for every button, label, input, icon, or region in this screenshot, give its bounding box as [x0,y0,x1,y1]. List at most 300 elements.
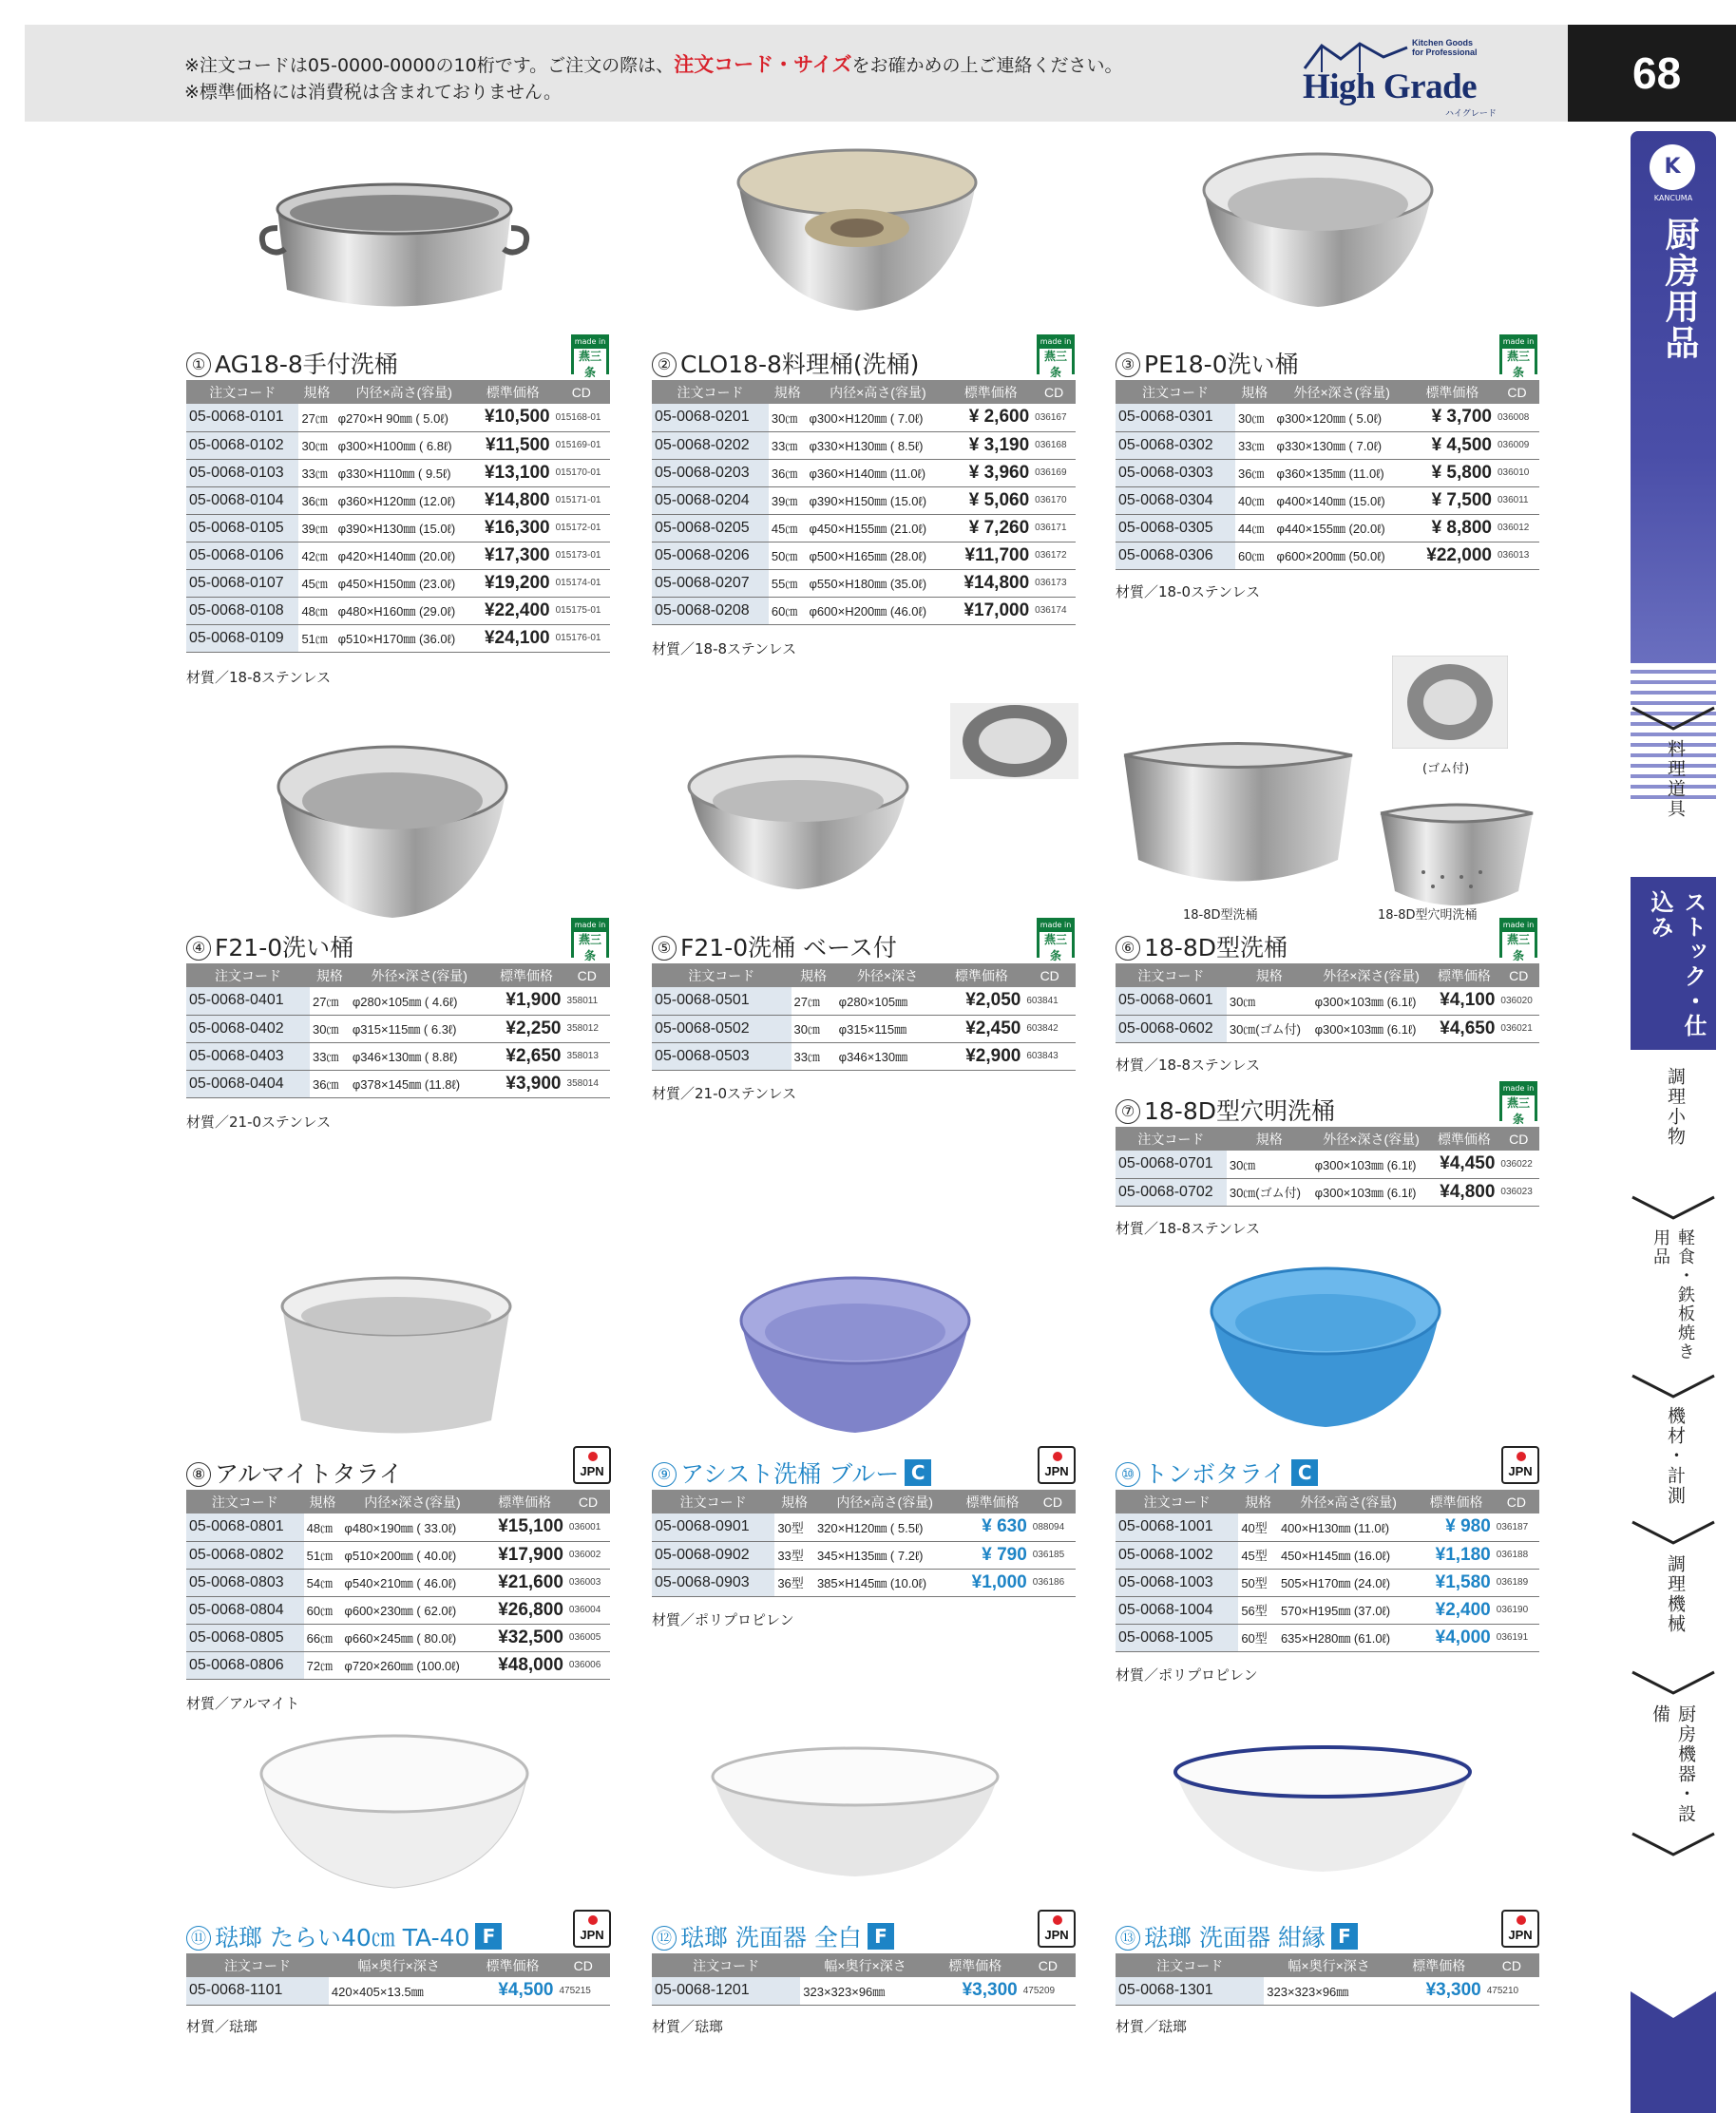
order-notes [184,51,1123,105]
table-row [186,1624,610,1651]
cd-cell: 036189 [1494,1569,1539,1596]
order-code-cell: 05-0068-0301 [1116,404,1235,431]
cd-cell: 036006 [566,1651,610,1679]
table-row [1116,404,1539,431]
material-note: 材質／21-0ステンレス [186,1114,332,1131]
cd-cell: 358013 [564,1042,610,1070]
spec-cell: 635×H280㎜ (61.0ℓ) [1278,1624,1419,1651]
spec-cell: 323×323×96㎜ [800,1977,930,2005]
price-cell: ¥ 5,060 [949,486,1032,514]
column-header: CD [1498,1127,1539,1151]
table-row [186,597,610,624]
column-header: 注文コード [1116,963,1227,987]
spec-cell: φ510×H170㎜ (36.0ℓ) [335,624,473,652]
sidebar-item-light-meal[interactable]: 軽食・鉄板焼き用品 [1650,1228,1695,1361]
spec-cell: φ360×H120㎜ (12.0ℓ) [335,486,473,514]
price-cell: ¥3,300 [930,1977,1021,2005]
product-title: ④ F21-0洗い桶 [186,929,353,963]
order-code-cell: 05-0068-1301 [1116,1977,1264,2005]
order-code-cell: 05-0068-0901 [652,1513,774,1541]
table-row [652,486,1076,514]
table-row [186,1541,610,1569]
column-header: 注文コード [186,380,298,404]
price-cell: ¥4,650 [1430,1015,1498,1042]
column-header: 規格 [1227,1127,1312,1151]
price-cell: ¥ 4,500 [1410,431,1495,459]
spec-cell: 60㎝ [304,1596,342,1624]
column-header: 内径×深さ(容量) [341,1490,483,1513]
cd-cell: 036021 [1498,1015,1539,1042]
price-cell: ¥4,000 [1419,1624,1494,1651]
column-header: 幅×奥行×深さ [329,1953,469,1977]
table-row [652,987,1076,1015]
cd-cell: 015168-01 [553,404,610,431]
cd-cell: 036185 [1030,1541,1076,1569]
rubber-foot-image [1392,656,1508,749]
spec-cell: 45㎝ [769,514,807,542]
cd-cell: 036013 [1495,542,1539,569]
table-row [186,404,610,431]
order-code-cell: 05-0068-0403 [186,1042,310,1070]
price-cell: ¥48,000 [484,1651,566,1679]
product-title: ⑥ 18-8D型洗桶 [1116,929,1288,963]
table-row [186,431,610,459]
sidebar-item-kitchen-equipment[interactable]: 厨房機器・設備 [1650,1704,1696,1824]
order-code-cell: 05-0068-0503 [652,1042,792,1070]
table-header-row [186,1490,610,1513]
material-note: 材質／琺瑯 [1116,2018,1188,2035]
chevron-down-icon [1631,1520,1716,1549]
table-header-row [1116,1127,1539,1151]
spec-cell: 72㎝ [304,1651,342,1679]
material-note: 材質／18-8ステンレス [186,669,332,686]
column-header: 規格 [298,380,334,404]
sidebar-main-category[interactable]: 厨房用品 [1660,217,1699,361]
order-code-cell: 05-0068-0502 [652,1015,792,1042]
cd-cell: 036022 [1498,1151,1539,1178]
cd-cell: 015170-01 [553,459,610,486]
spec-cell: 36㎝ [1235,459,1274,486]
price-cell: ¥17,300 [473,542,553,569]
column-header: 注文コード [1116,1953,1264,1977]
jpn-badge: JPN [1501,1910,1539,1948]
c-badge: C [1291,1459,1318,1486]
order-code-cell: 05-0068-0106 [186,542,298,569]
spec-cell: 39㎝ [298,514,334,542]
table-row [186,1042,610,1070]
product-title: ③ PE18-0洗い桶 [1116,346,1299,380]
price-cell: ¥2,450 [939,1015,1023,1042]
made-in-tsubame-badge: made in 燕三条 [571,918,609,958]
spec-cell: 50型 [1238,1569,1278,1596]
spec-cell: 27㎝ [792,987,836,1015]
order-code-cell: 05-0068-0902 [652,1541,774,1569]
table-row [186,514,610,542]
price-cell: ¥ 2,600 [949,404,1032,431]
table-row [1116,459,1539,486]
table-header-row [1116,963,1539,987]
spec-cell: 30㎝ [769,404,807,431]
spec-cell: φ330×H110㎜ ( 9.5ℓ) [335,459,473,486]
material-note: 材質／18-8ステンレス [1116,1220,1261,1237]
table-row [186,486,610,514]
spec-cell: 60㎝ [1235,542,1274,569]
table-row [1116,1015,1539,1042]
order-code-cell: 05-0068-0801 [186,1513,304,1541]
table-row [652,597,1076,624]
table-row [186,1596,610,1624]
table-row [1116,1178,1539,1206]
spec-cell: 33型 [774,1541,814,1569]
spec-cell: φ450×H150㎜ (23.0ℓ) [335,569,473,597]
cd-cell: 015172-01 [553,514,610,542]
order-code-cell: 05-0068-0303 [1116,459,1235,486]
price-cell: ¥2,400 [1419,1596,1494,1624]
spec-cell: 36型 [774,1569,814,1596]
material-note: 材質／ポリプロピレン [1116,1666,1258,1684]
jpn-badge: JPN [1038,1446,1076,1484]
order-code-cell: 05-0068-1005 [1116,1624,1238,1651]
spec-cell: 51㎝ [304,1541,342,1569]
spec-cell: 570×H195㎜ (37.0ℓ) [1278,1596,1419,1624]
table-row [1116,1513,1539,1541]
column-header: 注文コード [652,1953,800,1977]
column-header: CD [1030,1490,1076,1513]
table-header-row [652,1953,1076,1977]
order-code-cell: 05-0068-0305 [1116,514,1235,542]
table-row [186,459,610,486]
spec-cell: 33㎝ [310,1042,350,1070]
spec-cell: φ400×140㎜ (15.0ℓ) [1274,486,1410,514]
column-header: CD [1498,963,1539,987]
order-code-cell: 05-0068-0805 [186,1624,304,1651]
material-note: 材質／琺瑯 [652,2018,724,2035]
column-header: CD [556,1953,610,1977]
column-header: 標準価格 [1410,380,1495,404]
column-header: 注文コード [1116,1127,1227,1151]
price-cell: ¥ 5,800 [1410,459,1495,486]
column-header: 標準価格 [939,963,1023,987]
product-title: ⑨ アシスト洗桶 ブルー C [652,1456,931,1490]
column-header: CD [1023,963,1076,987]
logo-tagline: Kitchen Goods for Professional [1412,38,1478,57]
product-image-12 [708,1743,1002,1881]
made-in-tsubame-badge: made in 燕三条 [571,334,609,374]
price-cell: ¥2,900 [939,1042,1023,1070]
f-badge: F [868,1923,894,1950]
table-row [1116,542,1539,569]
spec-cell: 30㎝(ゴム付) [1227,1178,1312,1206]
spec-cell: 505×H170㎜ (24.0ℓ) [1278,1569,1419,1596]
table-row [652,542,1076,569]
cd-cell: 015174-01 [553,569,610,597]
price-cell: ¥4,800 [1430,1178,1498,1206]
order-code-cell: 05-0068-0204 [652,486,769,514]
table-row [1116,987,1539,1015]
column-header: 外径×深さ(容量) [350,963,489,987]
sidebar-item-equipment[interactable]: 機材・計測 [1665,1406,1686,1506]
cd-cell: 036167 [1032,404,1076,431]
price-cell: ¥ 790 [955,1541,1030,1569]
table-row [1116,1596,1539,1624]
column-header: 標準価格 [1419,1490,1494,1513]
price-cell: ¥ 3,960 [949,459,1032,486]
spec-cell: 45型 [1238,1541,1278,1569]
spec-cell: 420×405×13.5㎜ [329,1977,469,2005]
cd-cell: 036010 [1495,459,1539,486]
spec-cell: 345×H135㎜ ( 7.2ℓ) [814,1541,955,1569]
jpn-badge: JPN [1501,1446,1539,1484]
made-in-tsubame-badge: made in 燕三条 [1499,334,1537,374]
column-header: 注文コード [652,380,769,404]
product-title: ⑬ 琺瑯 洗面器 紺縁 F [1116,1919,1358,1953]
table-row [1116,1151,1539,1178]
c-badge: C [905,1459,931,1486]
note-text: ※注文コードは05-0000-0000の10桁です。ご注文の際は、 [184,55,675,76]
price-cell: ¥4,450 [1430,1151,1498,1178]
spec-cell: 30㎝ [1227,987,1312,1015]
product-title: ② CLO18-8料理桶(洗桶) [652,346,919,380]
order-code-cell: 05-0068-0105 [186,514,298,542]
cd-cell: 475209 [1021,1977,1076,2005]
order-code-cell: 05-0068-0206 [652,542,769,569]
table-row [1116,514,1539,542]
order-code-cell: 05-0068-0102 [186,431,298,459]
price-cell: ¥ 3,700 [1410,404,1495,431]
table-row [186,987,610,1015]
column-header: 標準価格 [1430,1127,1498,1151]
sidebar-item-stock-active[interactable] [1631,877,1716,1050]
spec-cell: φ300×103㎜ (6.1ℓ) [1312,1151,1431,1178]
price-cell: ¥15,100 [484,1513,566,1541]
cd-cell: 036169 [1032,459,1076,486]
spec-cell: 50㎝ [769,542,807,569]
spec-cell: 30㎝(ゴム付) [1227,1015,1312,1042]
cd-cell: 036008 [1495,404,1539,431]
product-image-13 [1171,1743,1475,1876]
column-header: CD [1032,380,1076,404]
product-image-7 [1376,796,1537,915]
column-header: CD [564,963,610,987]
chevron-down-icon [1631,1195,1716,1224]
cd-cell: 015173-01 [553,542,610,569]
made-in-tsubame-badge: made in 燕三条 [1037,334,1075,374]
material-note: 材質／ポリプロピレン [652,1611,794,1628]
f-badge: F [1331,1923,1358,1950]
price-cell: ¥11,500 [473,431,553,459]
price-cell: ¥14,800 [473,486,553,514]
order-code-cell: 05-0068-0202 [652,431,769,459]
material-note: 材質／18-8ステンレス [1116,1056,1261,1074]
sidebar-item-stock-label: ストック・仕込み [1647,890,1707,1038]
price-cell: ¥2,650 [489,1042,564,1070]
spec-cell: 55㎝ [769,569,807,597]
page-number: 68 [1568,25,1736,122]
price-cell: ¥4,500 [468,1977,556,2005]
spec-cell: φ660×245㎜ ( 80.0ℓ) [341,1624,483,1651]
cd-cell: 036190 [1494,1596,1539,1624]
jpn-badge: JPN [1038,1910,1076,1948]
table-row [186,1651,610,1679]
sidebar-item-machines[interactable]: 調理機械 [1665,1554,1686,1634]
cd-cell: 036174 [1032,597,1076,624]
sidebar-item-small-tools[interactable]: 調理小物 [1665,1067,1686,1147]
spec-cell: φ270×H 90㎜ ( 5.0ℓ) [335,404,473,431]
cd-cell: 015171-01 [553,486,610,514]
spec-cell: 27㎝ [298,404,334,431]
order-code-cell: 05-0068-0108 [186,597,298,624]
chevron-down-icon [1631,1670,1716,1699]
price-cell: ¥2,250 [489,1015,564,1042]
column-header: 外径×深さ(容量) [1274,380,1410,404]
cd-cell: 036171 [1032,514,1076,542]
table-row [1116,1624,1539,1651]
table-row [186,1070,610,1097]
spec-cell: 36㎝ [310,1070,350,1097]
cd-cell: 015169-01 [553,431,610,459]
price-cell: ¥17,000 [949,597,1032,624]
order-code-cell: 05-0068-1101 [186,1977,329,2005]
spec-cell: 30㎝ [1227,1151,1312,1178]
order-code-cell: 05-0068-0208 [652,597,769,624]
spec-cell: φ330×H130㎜ ( 8.5ℓ) [806,431,949,459]
spec-cell: 36㎝ [769,459,807,486]
cd-cell: 015176-01 [553,624,610,652]
column-header: 規格 [792,963,836,987]
order-code-cell: 05-0068-0207 [652,569,769,597]
logo-kana: ハイグレード [1445,109,1497,119]
sidebar-item-tools[interactable]: 料理道具 [1665,739,1686,819]
spec-cell: φ315×115㎜ ( 6.3ℓ) [350,1015,489,1042]
spec-cell: 320×H120㎜ ( 5.5ℓ) [814,1513,955,1541]
table-row [1116,1977,1539,2005]
price-table [652,1953,1076,2006]
column-header: 規格 [774,1490,814,1513]
column-header: 規格 [1235,380,1274,404]
product-image-3 [1199,147,1437,309]
column-header: 内径×高さ(容量) [335,380,473,404]
note-highlight: 注文コード・サイズ [674,53,852,76]
spec-cell: φ315×115㎜ [836,1015,940,1042]
price-cell: ¥26,800 [484,1596,566,1624]
spec-cell: φ346×130㎜ ( 8.8ℓ) [350,1042,489,1070]
spec-cell: φ390×H150㎜ (15.0ℓ) [806,486,949,514]
price-cell: ¥ 980 [1419,1513,1494,1541]
price-table [1116,1953,1539,2006]
spec-cell: 51㎝ [298,624,334,652]
spec-cell: φ600×230㎜ ( 62.0ℓ) [341,1596,483,1624]
kancuma-logo-icon: K [1650,144,1695,190]
price-cell: ¥ 7,500 [1410,486,1495,514]
price-cell: ¥16,300 [473,514,553,542]
chevron-down-icon [1631,706,1716,734]
column-header: 外径×高さ(容量) [1278,1490,1419,1513]
column-header: 標準価格 [955,1490,1030,1513]
order-code-cell: 05-0068-0501 [652,987,792,1015]
price-cell: ¥13,100 [473,459,553,486]
spec-cell: 45㎝ [298,569,334,597]
spec-cell: 30㎝ [298,431,334,459]
column-header: CD [553,380,610,404]
spec-cell: φ600×H200㎜ (46.0ℓ) [806,597,949,624]
price-table [186,1490,610,1680]
column-header: CD [566,1490,610,1513]
column-header: CD [1495,380,1539,404]
cd-cell: 088094 [1030,1513,1076,1541]
spec-cell: 400×H130㎜ (11.0ℓ) [1278,1513,1419,1541]
spec-cell: 33㎝ [792,1042,836,1070]
price-cell: ¥1,180 [1419,1541,1494,1569]
spec-cell: 33㎝ [1235,431,1274,459]
column-header: 標準価格 [930,1953,1021,1977]
price-table [1116,963,1539,1043]
table-row [652,459,1076,486]
table-row [652,569,1076,597]
price-table [1116,380,1539,570]
price-cell: ¥4,100 [1430,987,1498,1015]
column-header: 外径×深さ [836,963,940,987]
order-code-cell: 05-0068-0702 [1116,1178,1227,1206]
product-title: ⑫ 琺瑯 洗面器 全白 F [652,1919,894,1953]
spec-cell: φ390×H130㎜ (15.0ℓ) [335,514,473,542]
price-cell: ¥17,900 [484,1541,566,1569]
table-row [186,624,610,652]
column-header: 外径×深さ(容量) [1312,1127,1431,1151]
cd-cell: 603843 [1023,1042,1076,1070]
product-title: ⑤ F21-0洗桶 ベース付 [652,929,897,963]
header-bar [25,25,1568,122]
product-image-1 [257,171,532,323]
cd-cell: 358011 [564,987,610,1015]
order-code-cell: 05-0068-0302 [1116,431,1235,459]
order-code-cell: 05-0068-0602 [1116,1015,1227,1042]
column-header: 標準価格 [1394,1953,1484,1977]
price-cell: ¥32,500 [484,1624,566,1651]
table-row [652,404,1076,431]
order-code-cell: 05-0068-0402 [186,1015,310,1042]
table-row [1116,1541,1539,1569]
column-header: 外径×深さ(容量) [1312,963,1431,987]
tax-note: ※標準価格には消費税は含まれておりません。 [184,82,563,103]
spec-cell: φ720×260㎜ (100.0ℓ) [341,1651,483,1679]
order-code-cell: 05-0068-0104 [186,486,298,514]
cd-cell: 036173 [1032,569,1076,597]
spec-cell: 60㎝ [769,597,807,624]
table-row [652,1977,1076,2005]
column-header: 注文コード [1116,1490,1238,1513]
table-header-row [1116,1490,1539,1513]
column-header: 規格 [1227,963,1312,987]
table-row [652,1042,1076,1070]
jpn-badge: JPN [573,1910,611,1948]
spec-cell: 450×H145㎜ (16.0ℓ) [1278,1541,1419,1569]
table-header-row [1116,1953,1539,1977]
order-code-cell: 05-0068-1003 [1116,1569,1238,1596]
product-image-4 [274,739,511,920]
cd-cell: 036170 [1032,486,1076,514]
made-in-tsubame-badge: made in 燕三条 [1499,918,1537,958]
spec-cell: φ346×130㎜ [836,1042,940,1070]
order-code-cell: 05-0068-0802 [186,1541,304,1569]
table-header-row [186,1953,610,1977]
cd-cell: 036191 [1494,1624,1539,1651]
spec-cell: φ300×103㎜ (6.1ℓ) [1312,987,1431,1015]
order-code-cell: 05-0068-1004 [1116,1596,1238,1624]
column-header: 規格 [310,963,350,987]
table-row [652,431,1076,459]
spec-cell: φ300×H120㎜ ( 7.0ℓ) [806,404,949,431]
spec-cell: 385×H145㎜ (10.0ℓ) [814,1569,955,1596]
